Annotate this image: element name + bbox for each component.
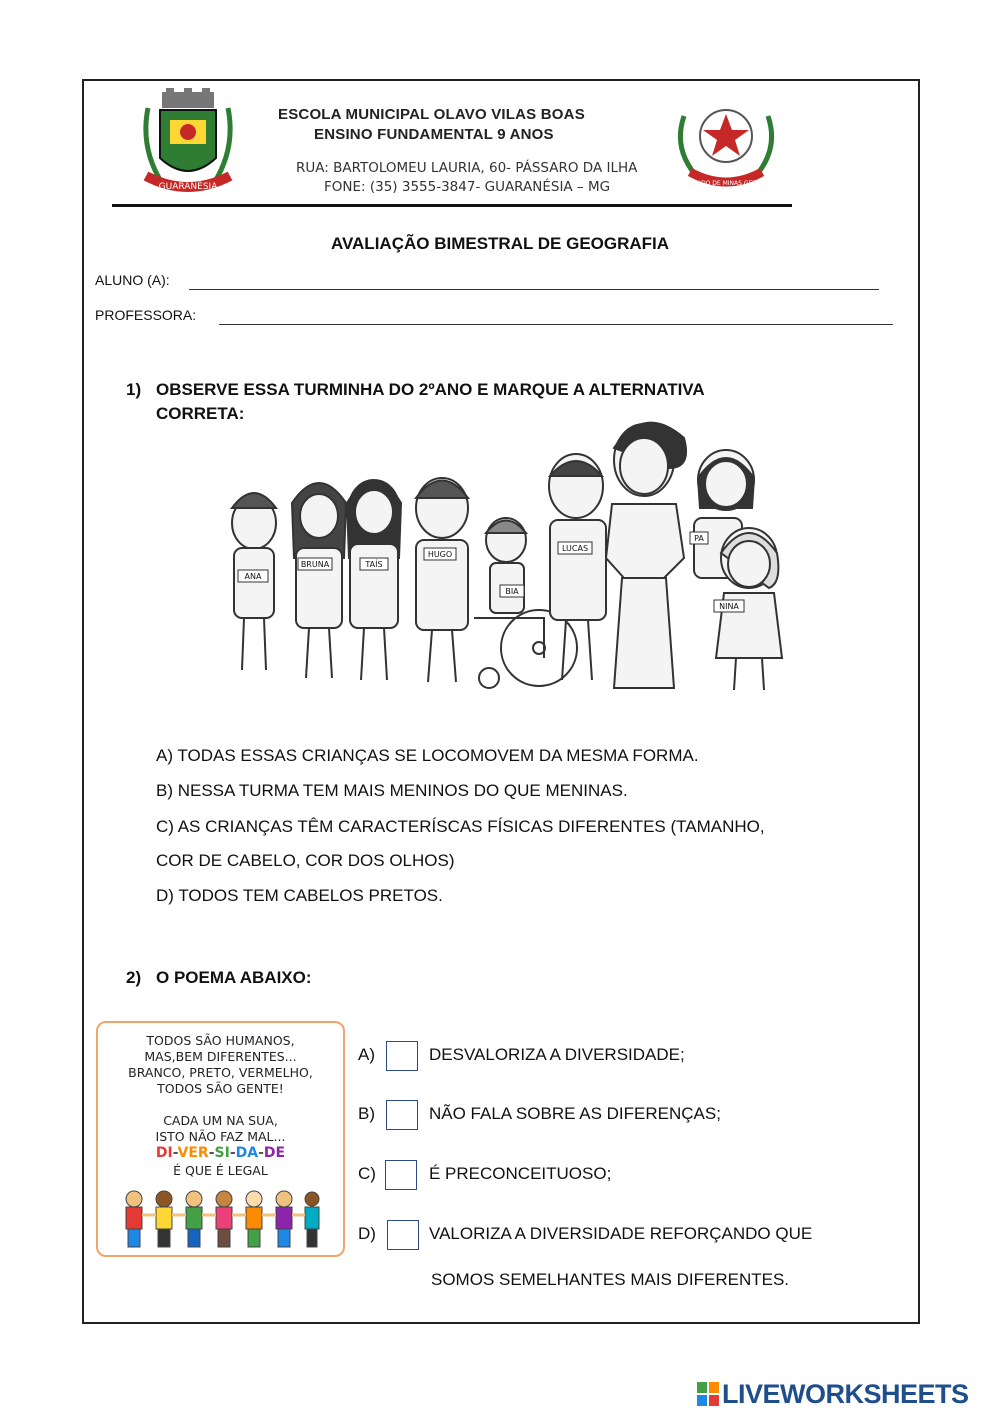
q2-option-d-checkbox[interactable] [387,1220,419,1250]
syllable: VER [177,1145,209,1161]
teacher-name-line[interactable] [219,324,893,325]
syllable: DE [263,1145,286,1161]
question-2-title: O POEMA ABAIXO: [156,968,312,987]
student-name-line[interactable] [189,289,879,290]
q2-option-d-letter: D) [358,1224,376,1243]
liveworksheets-logo-icon [697,1382,719,1406]
q2-option-c-checkbox[interactable] [385,1160,417,1190]
q1-option-d[interactable]: D) TODOS TEM CABELOS PRETOS. [156,886,443,905]
name-tag-ana: ANA [244,572,262,581]
syllable: SI [214,1145,230,1161]
student-label: ALUNO (A): [95,272,170,288]
city-crest-icon [132,88,244,200]
school-phone: FONE: (35) 3555-3847- GUARANÉSIA – MG [324,179,611,195]
q2-option-b-checkbox[interactable] [386,1100,418,1130]
q2-option-d-text-cont: SOMOS SEMELHANTES MAIS DIFERENTES. [431,1270,790,1289]
poem-line-3: BRANCO, PRETO, VERMELHO, [128,1065,313,1080]
state-crest-icon [672,96,780,192]
poem-line-5: CADA UM NA SUA, [163,1113,278,1128]
syllable-dash: - [229,1145,236,1161]
poem-box [96,1021,345,1257]
q2-option-b-letter: B) [358,1104,375,1123]
question-1-line-1: OBSERVE ESSA TURMINHA DO 2ºANO E MARQUE A ALTERNATIVA [156,380,705,399]
children-holding-hands-icon [120,1187,320,1251]
poem-line-8: É QUE É LEGAL [173,1163,268,1178]
syllable-dash: - [258,1145,264,1161]
name-tag-pa: PA [694,534,704,543]
syllable: DI [155,1145,173,1161]
state-banner-text: ESTADO DE MINAS GERAIS [686,180,766,187]
poem-syllables [98,1145,343,1161]
q1-option-c-cont[interactable]: COR DE CABELO, COR DOS OLHOS) [156,851,455,870]
question-1-number: 1) [126,380,142,399]
poem-line-4: TODOS SÃO GENTE! [157,1081,284,1096]
name-tag-tais: TAÍS [365,560,383,569]
syllable: DA [235,1145,259,1161]
q2-option-a-text: DESVALORIZA A DIVERSIDADE; [429,1045,685,1064]
q2-option-c-letter: C) [358,1164,376,1183]
poem-line-1: TODOS SÃO HUMANOS, [146,1033,295,1048]
header-divider [112,204,792,207]
q2-option-d-text: VALORIZA A DIVERSIDADE REFORÇANDO QUE [429,1224,813,1243]
liveworksheets-brand[interactable]: LIVEWORKSHEETS [722,1379,969,1409]
school-address: RUA: BARTOLOMEU LAURIA, 60- PÁSSARO DA ILHA [296,160,638,176]
syllable-dash: - [208,1145,215,1161]
question-2-number: 2) [126,968,142,987]
q2-option-a-checkbox[interactable] [386,1041,418,1071]
teacher-label: PROFESSORA: [95,307,197,323]
school-name: ESCOLA MUNICIPAL OLAVO VILAS BOAS [278,106,585,123]
q1-option-b[interactable]: B) NESSA TURMA TEM MAIS MENINOS DO QUE MENINAS. [156,781,628,800]
class-illustration [214,408,794,700]
name-tag-lucas: LUCAS [561,544,589,553]
name-tag-nina: NINA [719,602,739,611]
page-title: AVALIAÇÃO BIMESTRAL DE GEOGRAFIA [330,234,670,253]
q2-option-b-text: NÃO FALA SOBRE AS DIFERENÇAS; [429,1104,721,1123]
name-tag-hugo: HUGO [427,550,453,559]
q2-option-c-text: É PRECONCEITUOSO; [429,1164,612,1183]
name-tag-bruna: BRUNA [300,560,330,569]
school-level: ENSINO FUNDAMENTAL 9 ANOS [314,126,554,143]
question-1-line-2: CORRETA: [156,404,245,423]
syllable-dash: - [172,1145,178,1161]
name-tag-bia: BIA [505,587,519,596]
poem-line-2: MAS,BEM DIFERENTES... [144,1049,297,1064]
q1-option-c[interactable]: C) AS CRIANÇAS TÊM CARACTERÍSCAS FÍSICAS DIFERENTES (TAMANHO, [156,817,765,836]
crest-banner-text: GUARANÉSIA [158,182,218,192]
q2-option-a-letter: A) [358,1045,375,1064]
poem-line-6: ISTO NÃO FAZ MAL... [155,1129,286,1144]
q1-option-a[interactable]: A) TODAS ESSAS CRIANÇAS SE LOCOMOVEM DA MESMA FORMA. [156,746,699,765]
